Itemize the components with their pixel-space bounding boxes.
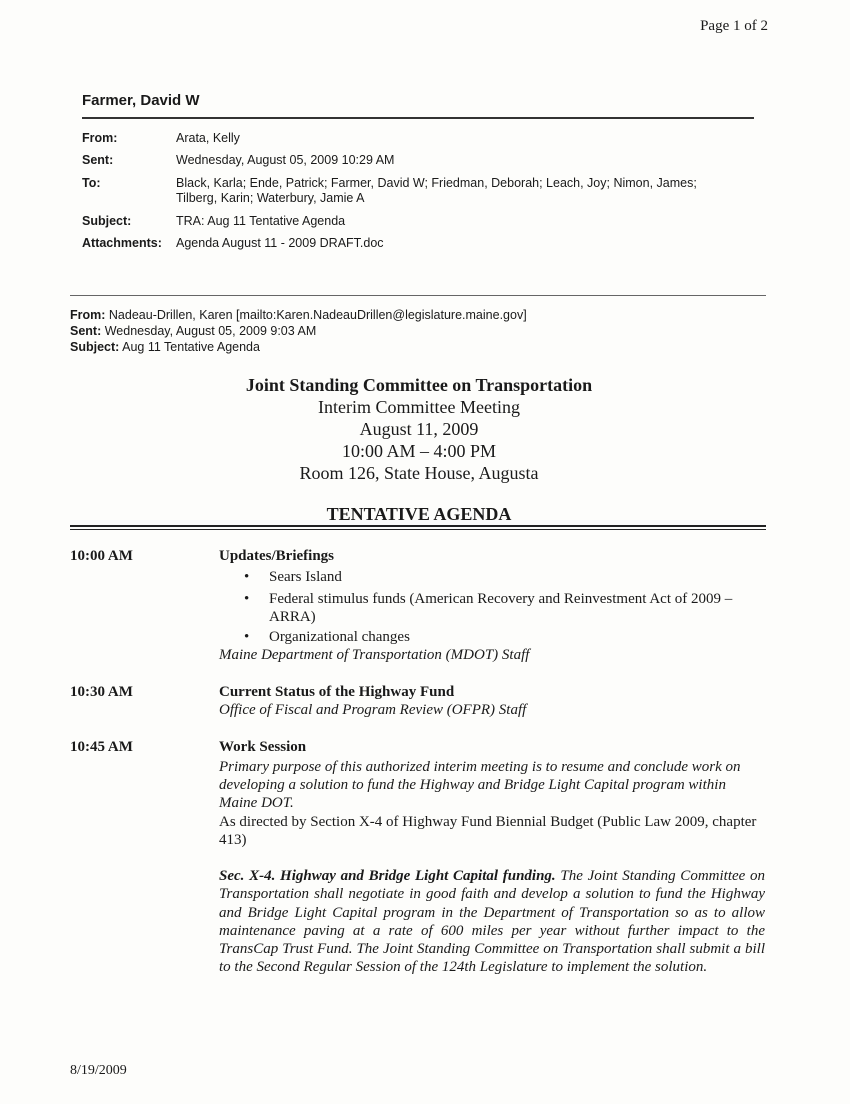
subject-label: Subject: [82, 214, 132, 228]
section-x4-text [219, 867, 765, 977]
bullet-icon: • [244, 591, 250, 607]
bullet-icon: • [244, 569, 250, 585]
sender-name: Farmer, David W [82, 92, 200, 109]
bullet-icon: • [244, 629, 250, 645]
from-value: Arata, Kelly [176, 131, 240, 145]
forwarded-sent [70, 323, 316, 339]
page-number: Page 1 of 2 [700, 18, 768, 34]
forwarded-sent-label: Sent: [70, 324, 102, 338]
attachments-value: Agenda August 11 - 2009 DRAFT.doc [176, 236, 384, 250]
forwarded-subject [70, 339, 260, 355]
agenda-item3-time: 10:45 AM [70, 739, 133, 755]
from-label: From: [82, 131, 118, 145]
agenda-item3-directive: As directed by Section X-4 of Highway Fund Biennial Budget (Public Law 2009, chapter 413) [219, 814, 757, 848]
agenda-heading: TENTATIVE AGENDA [326, 504, 512, 524]
footer-date: 8/19/2009 [70, 1063, 127, 1078]
forward-divider [70, 295, 766, 296]
subject-value: TRA: Aug 11 Tentative Agenda [176, 214, 346, 228]
forwarded-from [70, 307, 527, 323]
forwarded-from-label: From: [70, 308, 106, 322]
agenda-divider-thick [70, 525, 766, 527]
header-divider [82, 117, 754, 119]
section-x4-heading: Sec. X-4. Highway and Bridge Light Capital funding. [219, 868, 556, 884]
committee-title: Joint Standing Committee on Transportation [245, 375, 593, 395]
meeting-time: 10:00 AM – 4:00 PM [341, 441, 497, 461]
agenda-item1-presenter: Maine Department of Transportation (MDOT) Staff [219, 647, 530, 663]
to-value-line1: Black, Karla; Ende, Patrick; Farmer, David W; Friedman, Deborah; Leach, Joy; Nimon, James; [176, 176, 697, 190]
agenda-item1-title: Updates/Briefings [219, 548, 335, 564]
agenda-item3-purpose: Primary purpose of this authorized interim meeting is to resume and conclude work on developing a solution to fund the Highway and Bridge Light Capital program within Maine DOT. [219, 759, 741, 811]
section-x4-body: The Joint Standing Committee on Transportation shall negotiate in good faith and develop a solution to fund the Highway and Bridge Light Capital program in the Department of Transportation so as to allow maintenance paving at a rate of 600 miles per year without further impact to the TransCap Trust Fund. The Joint Standing Committee on Transportation shall submit a bill to the Second Regular Session of the 124th Legislature to implement the solution. [219, 868, 765, 976]
agenda-item1-time: 10:00 AM [70, 548, 133, 564]
forwarded-from-value: Nadeau-Drillen, Karen [mailto:Karen.NadeauDrillen@legislature.maine.gov] [108, 308, 527, 322]
bullet-text: Federal stimulus funds (American Recovery and Reinvestment Act of 2009 – ARRA) [269, 591, 733, 625]
agenda-item3-title: Work Session [219, 739, 307, 755]
agenda-item2-presenter: Office of Fiscal and Program Review (OFPR) Staff [219, 702, 527, 718]
meeting-type: Interim Committee Meeting [318, 397, 520, 417]
sent-value: Wednesday, August 05, 2009 10:29 AM [176, 153, 395, 167]
to-value-line2: Tilberg, Karin; Waterbury, Jamie A [176, 191, 365, 205]
sent-label: Sent: [82, 153, 114, 167]
agenda-item2-title: Current Status of the Highway Fund [219, 684, 455, 700]
meeting-date: August 11, 2009 [359, 419, 479, 439]
meeting-room: Room 126, State House, Augusta [299, 463, 539, 483]
to-label: To: [82, 176, 101, 190]
bullet-text: Organizational changes [269, 629, 410, 645]
bullet-text: Sears Island [269, 569, 342, 585]
forwarded-subject-value: Aug 11 Tentative Agenda [122, 340, 260, 354]
forwarded-sent-value: Wednesday, August 05, 2009 9:03 AM [104, 324, 317, 338]
agenda-divider-thin [70, 529, 766, 530]
agenda-item2-time: 10:30 AM [70, 684, 133, 700]
attachments-label: Attachments: [82, 236, 162, 250]
forwarded-subject-label: Subject: [70, 340, 120, 354]
